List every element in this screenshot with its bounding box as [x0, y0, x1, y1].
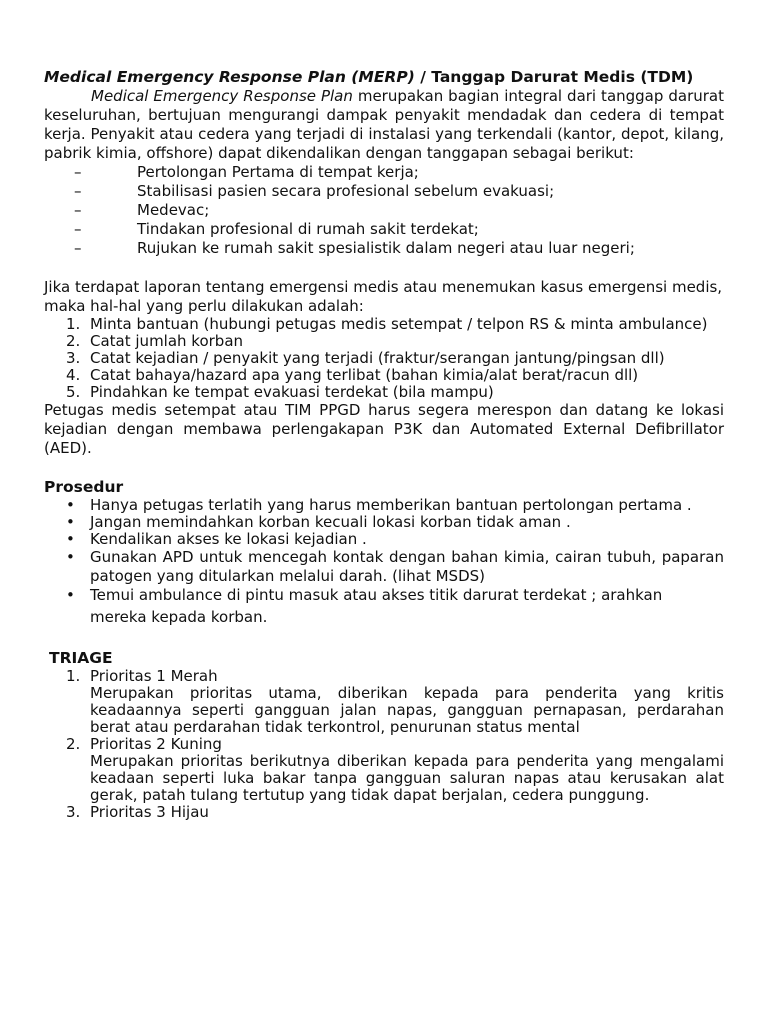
- triage-label: Prioritas 2 Kuning: [90, 735, 222, 753]
- title-rest: / Tanggap Darurat Medis (TDM): [414, 68, 694, 86]
- response-list: [44, 163, 724, 258]
- list-item-text: Jangan memindahkan korban kecuali lokasi korban tidak aman .: [90, 513, 571, 531]
- list-item: [44, 736, 724, 804]
- prosedur-list: [44, 497, 724, 602]
- bullet-marker: •: [66, 586, 75, 604]
- triage-heading: TRIAGE: [49, 649, 113, 667]
- triage-description: Merupakan prioritas utama, diberikan kepada para penderita yang kritis keadaannya seperti gangguan jalan napas, gangguan pernapasan, perdarahan berat atau perdarahan tidak terkontrol, penurunan status mental: [90, 684, 724, 736]
- list-item: [44, 384, 724, 401]
- list-item-text: Stabilisasi pasien secara profesional sebelum evakuasi;: [137, 182, 555, 200]
- prosedur-continuation: mereka kepada korban.: [90, 608, 268, 626]
- list-item-text: Tindakan profesional di rumah sakit terdekat;: [137, 220, 479, 238]
- dash-marker: –: [74, 163, 82, 181]
- list-item: [44, 804, 724, 821]
- list-item-text: Temui ambulance di pintu masuk atau akses titik darurat terdekat ; arahkan: [90, 586, 663, 604]
- list-item: [44, 531, 724, 548]
- step-text: Minta bantuan (hubungi petugas medis setempat / telpon RS & minta ambulance): [90, 315, 708, 333]
- bullet-marker: •: [66, 513, 75, 531]
- list-item: [44, 182, 724, 201]
- list-item: [44, 333, 724, 350]
- list-item: [44, 163, 724, 182]
- step-text: Catat bahaya/hazard apa yang terlibat (bahan kimia/alat berat/racun dll): [90, 366, 639, 384]
- dash-marker: –: [74, 182, 82, 200]
- step-number: 5.: [66, 383, 81, 401]
- triage-list: [44, 668, 724, 821]
- list-item: [44, 316, 724, 333]
- bullet-marker: •: [66, 548, 75, 566]
- list-item: [44, 514, 724, 531]
- triage-number: 1.: [66, 667, 81, 685]
- step-text: Catat kejadian / penyakit yang terjadi (fraktur/serangan jantung/pingsan dll): [90, 349, 665, 367]
- prosedur-heading: Prosedur: [44, 478, 124, 496]
- triage-label: Prioritas 1 Merah: [90, 667, 218, 685]
- list-item-text: Hanya petugas terlatih yang harus memberikan bantuan pertolongan pertama .: [90, 496, 692, 514]
- bullet-marker: •: [66, 530, 75, 548]
- triage-description: Merupakan prioritas berikutnya diberikan kepada para penderita yang mengalami keadaan seperti luka bakar tanpa gangguan saluran napas atau kerusakan alat gerak, patah tulang tertutup yang tidak dapat berjalan, cedera punggung.: [90, 752, 724, 804]
- triage-number: 2.: [66, 735, 81, 753]
- list-item: [44, 588, 724, 602]
- title-italic: Medical Emergency Response Plan (MERP): [44, 68, 415, 86]
- dash-marker: –: [74, 239, 82, 257]
- bullet-marker: •: [66, 496, 75, 514]
- list-item-text: Pertolongan Pertama di tempat kerja;: [137, 163, 419, 181]
- ppgd-paragraph: Petugas medis setempat atau TIM PPGD harus segera merespon dan datang ke lokasi kejadian dengan membawa perlengakapan P3K dan Automated External Defibrillator (AED).: [44, 401, 724, 457]
- emergency-intro: Jika terdapat laporan tentang emergensi medis atau menemukan kasus emergensi medis, maka hal-hal yang perlu dilakukan adalah:: [44, 278, 723, 315]
- list-item-text: Kendalikan akses ke lokasi kejadian .: [90, 530, 367, 548]
- list-item-text: Gunakan APD untuk mencegah kontak dengan bahan kimia, cairan tubuh, paparan patogen yang ditularkan melalui darah. (lihat MSDS): [90, 548, 724, 585]
- spacer: [44, 627, 724, 649]
- triage-label: Prioritas 3 Hijau: [90, 803, 209, 821]
- list-item-text: Rujukan ke rumah sakit spesialistik dalam negeri atau luar negeri;: [137, 239, 635, 257]
- list-item: [44, 350, 724, 367]
- dash-marker: –: [74, 201, 82, 219]
- spacer: [44, 258, 724, 278]
- list-item: [44, 220, 724, 239]
- steps-list: [44, 316, 724, 401]
- step-number: 4.: [66, 366, 81, 384]
- list-item: [44, 239, 724, 258]
- spacer: [44, 458, 724, 478]
- list-item: [44, 201, 724, 220]
- triage-number: 3.: [66, 803, 81, 821]
- dash-marker: –: [74, 220, 82, 238]
- step-number: 3.: [66, 349, 81, 367]
- list-item: [44, 548, 724, 586]
- step-number: 1.: [66, 315, 81, 333]
- step-text: Pindahkan ke tempat evakuasi terdekat (bila mampu): [90, 383, 494, 401]
- list-item-text: Medevac;: [137, 201, 210, 219]
- intro-italic: Medical Emergency Response Plan: [91, 87, 353, 105]
- list-item: [44, 668, 724, 736]
- intro-rest: merupakan bagian integral dari tanggap darurat keseluruhan, bertujuan mengurangi dampak penyakit mendadak dan cedera di tempat kerja. Penyakit atau cedera yang terjadi di instalasi yang terkendali (kantor, depot, kilang, pabrik kimia, offshore) dapat dikendalikan dengan tanggapan sebagai berikut:: [44, 87, 724, 162]
- document-title: [44, 68, 724, 87]
- intro-paragraph: [44, 87, 724, 163]
- list-item: [44, 367, 724, 384]
- step-text: Catat jumlah korban: [90, 332, 244, 350]
- list-item: [44, 497, 724, 514]
- document-body: [44, 68, 724, 821]
- step-number: 2.: [66, 332, 81, 350]
